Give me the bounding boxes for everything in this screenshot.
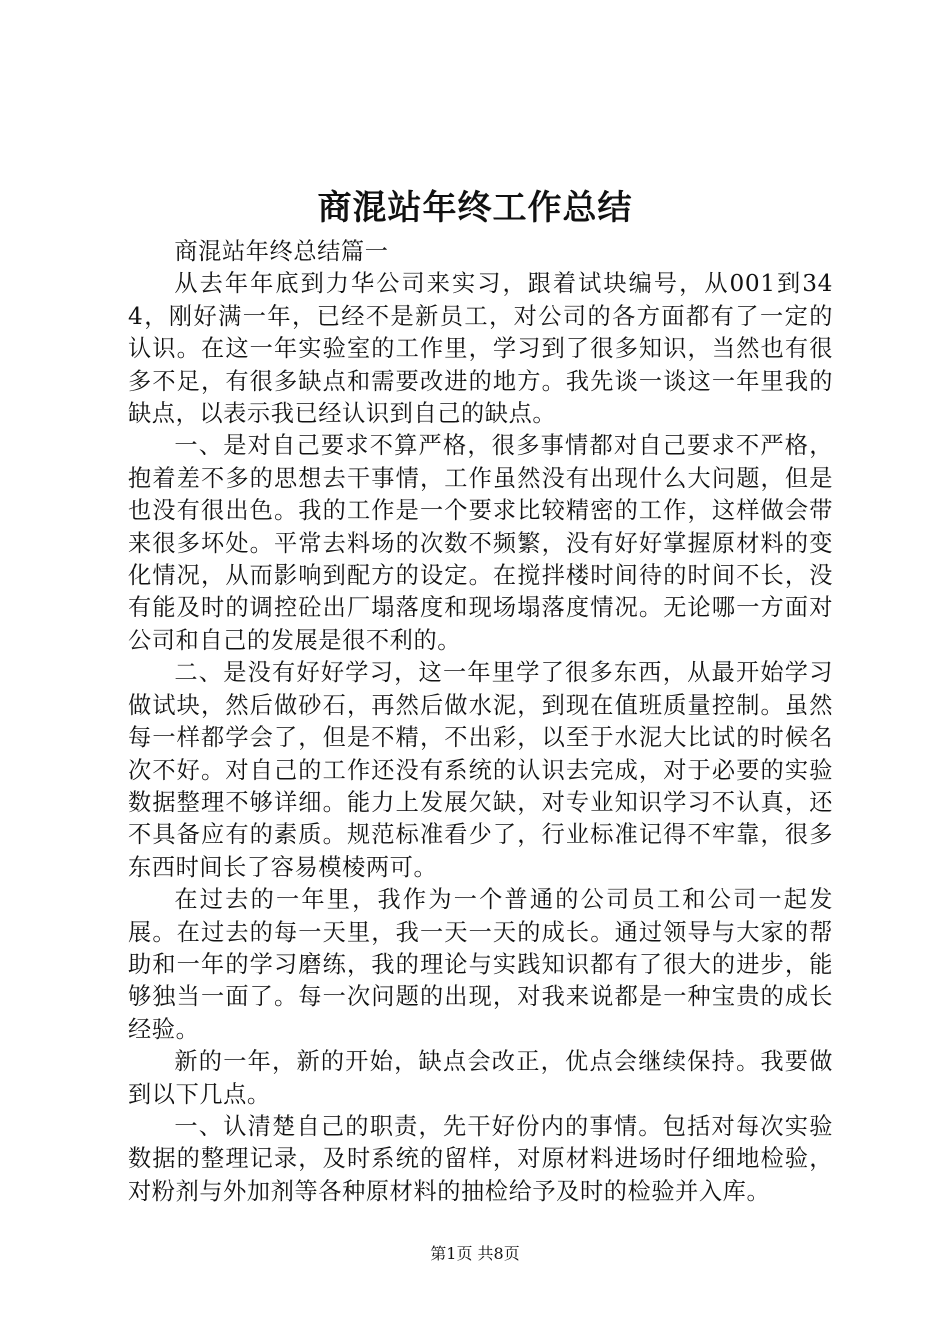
page-footer: 第1页 共8页 — [430, 1244, 520, 1263]
paragraph: 在过去的一年里，我作为一个普通的公司员工和公司一起发展。在过去的每一天里，我一天一天的成长。通过领导与大家的帮助和一年的学习磨练，我的理论与实践知识都有了很大的进步，能够独当一面了。每一次问题的出现，对我来说都是一种宝贵的成长经验。 — [128, 886, 833, 1043]
document-title: 商混站年终工作总结 — [317, 188, 633, 228]
document-body — [128, 236, 833, 1208]
paragraph: 一、是对自己要求不算严格，很多事情都对自己要求不严格，抱着差不多的思想去干事情，工作虽然没有出现什么大问题，但是也没有很出色。我的工作是一个要求比较精密的工作，这样做会带来很多坏处。平常去料场的次数不频繁，没有好好掌握原材料的变化情况，从而影响到配方的设定。在搅拌楼时间待的时间不长，没有能及时的调控砼出厂塌落度和现场塌落度情况。无论哪一方面对公司和自己的发展是很不利的。 — [128, 432, 833, 654]
section-heading: 商混站年终总结篇一 — [174, 238, 389, 265]
paragraph: 从去年年底到力华公司来实习，跟着试块编号，从001到344，刚好满一年，已经不是新员工，对公司的各方面都有了一定的认识。在这一年实验室的工作里，学习到了很多知识，当然也有很多不足，有很多缺点和需要改进的地方。我先谈一谈这一年里我的缺点，以表示我已经认识到自己的缺点。 — [128, 270, 833, 428]
paragraph: 新的一年，新的开始，缺点会改正，优点会继续保持。我要做到以下几点。 — [128, 1048, 833, 1108]
paragraph: 二、是没有好好学习，这一年里学了很多东西，从最开始学习做试块，然后做砂石，再然后做水泥，到现在值班质量控制。虽然每一样都学会了，但是不精，不出彩，以至于水泥大比试的时候名次不好。对自己的工作还没有系统的认识去完成，对于必要的实验数据整理不够详细。能力上发展欠缺，对专业知识学习不认真，还不具备应有的素质。规范标准看少了，行业标准记得不牢靠，很多东西时间长了容易模棱两可。 — [128, 659, 833, 881]
paragraph: 一、认清楚自己的职责，先干好份内的事情。包括对每次实验数据的整理记录，及时系统的留样，对原材料进场时仔细地检验，对粉剂与外加剂等各种原材料的抽检给予及时的检验并入库。 — [128, 1112, 833, 1205]
